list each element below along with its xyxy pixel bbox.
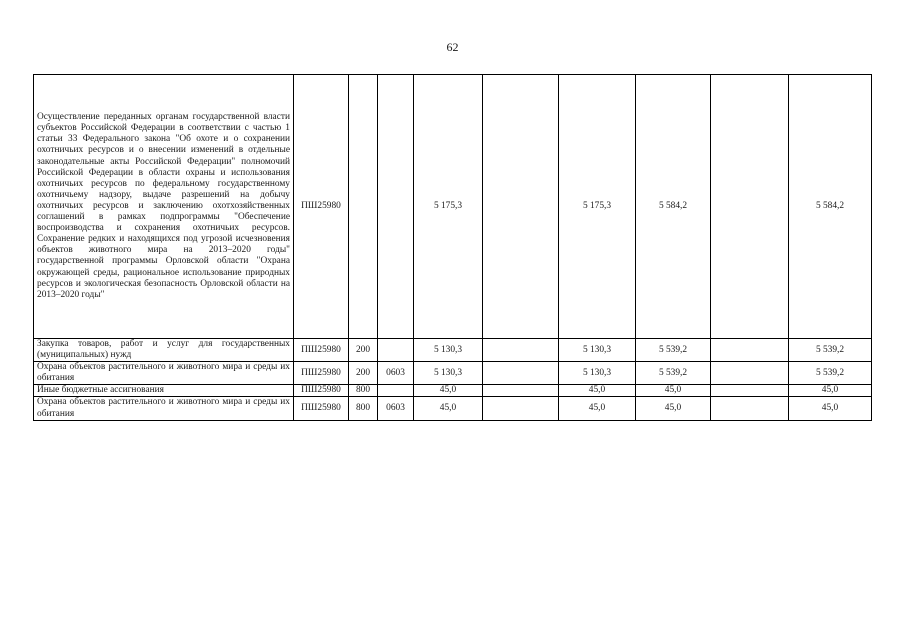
row-amount-1: 5 130,3 <box>414 339 483 362</box>
row-section-code <box>378 385 414 397</box>
row-amount-2 <box>483 385 559 397</box>
table-row <box>34 339 872 362</box>
row-amount-6: 45,0 <box>789 397 872 420</box>
row-amount-6: 45,0 <box>789 385 872 397</box>
table-row <box>34 75 872 339</box>
row-target-code: ПШ25980 <box>294 362 349 385</box>
row-expense-type: 200 <box>349 362 378 385</box>
row-description: Охрана объектов растительного и животного мира и среды их обитания <box>34 362 294 385</box>
budget-table <box>33 74 872 421</box>
row-target-code: ПШ25980 <box>294 397 349 420</box>
row-description: Закупка товаров, работ и услуг для государственных (муниципальных) нужд <box>34 339 294 362</box>
row-amount-5 <box>711 362 789 385</box>
row-expense-type: 800 <box>349 385 378 397</box>
row-description: Охрана объектов растительного и животного мира и среды их обитания <box>34 397 294 420</box>
table-row <box>34 362 872 385</box>
row-amount-1: 5 175,3 <box>414 75 483 339</box>
row-amount-3: 5 130,3 <box>559 339 636 362</box>
row-amount-1: 45,0 <box>414 385 483 397</box>
row-section-code <box>378 75 414 339</box>
page-number: 62 <box>446 40 459 54</box>
row-amount-3: 45,0 <box>559 385 636 397</box>
row-target-code: ПШ25980 <box>294 385 349 397</box>
row-description: Иные бюджетные ассигнования <box>34 385 294 397</box>
row-target-code: ПШ25980 <box>294 75 349 339</box>
row-expense-type: 200 <box>349 339 378 362</box>
table-row <box>34 385 872 397</box>
row-amount-5 <box>711 75 789 339</box>
row-amount-5 <box>711 397 789 420</box>
row-amount-6: 5 539,2 <box>789 339 872 362</box>
row-section-code <box>378 339 414 362</box>
row-section-code: 0603 <box>378 397 414 420</box>
row-amount-5 <box>711 339 789 362</box>
row-amount-4: 5 584,2 <box>636 75 711 339</box>
row-description-text: Осуществление переданных органам государственной власти субъектов Российской Федерации в соответствии с частью 1 статьи 33 Федерального закона "Об охоте и о сохранении охотничьих ресурсов и о внесении изменений в отдельные законодательные акты Российской Федерации" полномочий Российской Федерации в области охраны и использования охотничьих ресурсов по федеральному государственному охотничьему надзору, выдаче разрешений на добычу охотничьих ресурсов и заключению охотхозяйственных соглашений в рамках подпрограммы "Обеспечение воспроизводства и сохранения охотничьих ресурсов. Сохранение редких и находящихся под угрозой исчезновения объектов животного мира на 2013–2020 годы" государственной программы Орловской области "Охрана окружающей среды, рациональное использование природных ресурсов и экологическая безопасность Орловской области на <box>37 112 290 289</box>
row-amount-1: 45,0 <box>414 397 483 420</box>
row-amount-3: 45,0 <box>559 397 636 420</box>
row-amount-2 <box>483 75 559 339</box>
row-expense-type <box>349 75 378 339</box>
row-expense-type: 800 <box>349 397 378 420</box>
row-target-code: ПШ25980 <box>294 339 349 362</box>
row-amount-4: 45,0 <box>636 385 711 397</box>
row-amount-3: 5 175,3 <box>559 75 636 339</box>
row-amount-5 <box>711 385 789 397</box>
row-amount-4: 5 539,2 <box>636 362 711 385</box>
row-amount-6: 5 539,2 <box>789 362 872 385</box>
row-description <box>34 75 294 339</box>
row-amount-2 <box>483 397 559 420</box>
table-row <box>34 397 872 420</box>
row-amount-4: 45,0 <box>636 397 711 420</box>
row-amount-2 <box>483 362 559 385</box>
row-amount-6: 5 584,2 <box>789 75 872 339</box>
row-section-code: 0603 <box>378 362 414 385</box>
row-amount-3: 5 130,3 <box>559 362 636 385</box>
row-amount-4: 5 539,2 <box>636 339 711 362</box>
row-amount-2 <box>483 339 559 362</box>
row-description-last-line: 2013–2020 годы" <box>37 289 105 300</box>
row-amount-1: 5 130,3 <box>414 362 483 385</box>
